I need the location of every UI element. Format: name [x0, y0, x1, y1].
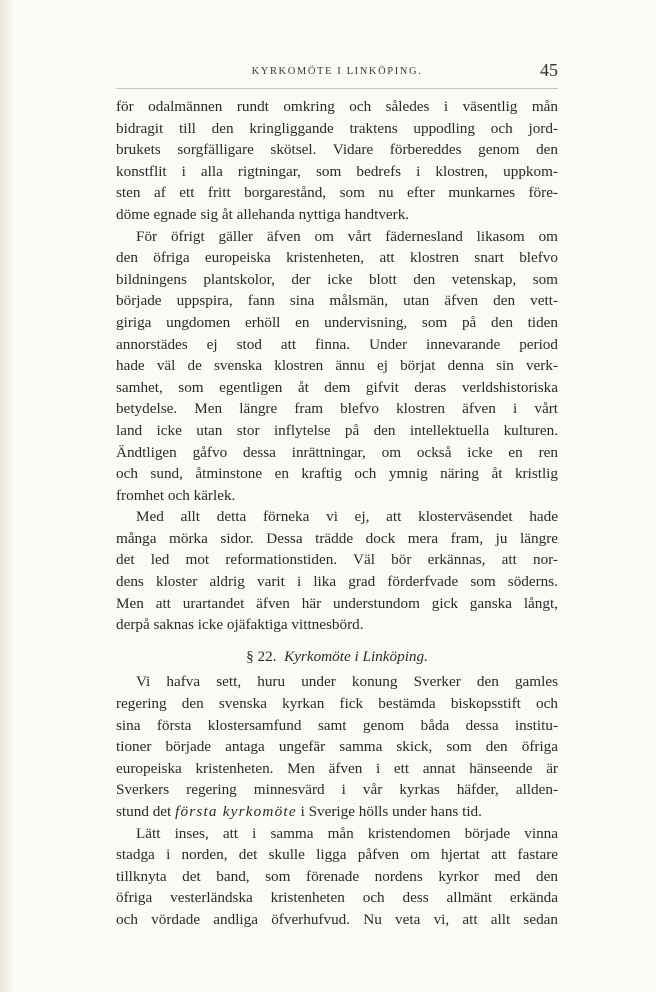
text-line: europeiska kristenheten. Men äfven i ett annat hänseende är	[116, 759, 558, 777]
text-line: Vi hafva sett, huru under konung Sverker den gamles	[136, 673, 558, 691]
text-line: sten af ett fritt borgarestånd, som nu efter munkarnes före-	[116, 184, 558, 202]
text-line: land icke utan stor inflytelse på den intellektuella kulturen.	[116, 421, 558, 439]
text-line: och sund, åtminstone en kraftig och ymnig näring åt kristlig	[116, 465, 558, 483]
text-line: stadga i norden, det skulle ligga påfven om hjertat att fastare	[116, 846, 558, 864]
section-number: § 22.	[246, 647, 277, 665]
body-text	[116, 96, 558, 931]
text-line: tioner började antaga ungefär samma skick, som den öfriga	[116, 738, 558, 756]
binding-edge	[0, 0, 14, 992]
text-line: bidragit till den kringliggande traktens uppodling och jord-	[116, 119, 558, 137]
text-fragment: stund det	[116, 803, 176, 820]
text-line: döme egnade sig åt allehanda nyttiga handtverk.	[116, 205, 410, 223]
text-line: För öfrigt gäller äfven om vårt fädernesland likasom om	[136, 227, 558, 245]
running-title: KYRKOMÖTE I LINKÖPING.	[251, 66, 423, 77]
section-title: Kyrkomöte i Linköping.	[284, 647, 428, 665]
text-line: Med allt detta förneka vi ej, att klosterväsendet hade	[136, 508, 558, 526]
text-line: bildningens plantskolor, der icke blott den vetenskap, som	[116, 270, 558, 288]
text-line: fromhet och kärlek.	[116, 486, 236, 504]
text-line: dens kloster aldrig varit i lika grad förderfvade som söderns.	[116, 573, 558, 591]
text-line: giriga ungdomen erhöll en undervisning, som på den tiden	[116, 313, 558, 331]
text-line: derpå saknas icke ojäfaktiga vittnesbörd.	[116, 616, 364, 634]
text-line: hade väl de svenska klostren ännu ej börjat denna sin verk-	[116, 357, 558, 375]
text-line: och vördade andliga öfverhufvud. Nu veta vi, att allt sedan	[116, 910, 558, 928]
text-line: tillknyta det band, som förenade nordens kyrkor med den	[116, 867, 558, 885]
text-line: öfriga vesterländska kristenheten och dess allmänt erkända	[116, 889, 558, 907]
text-fragment: i Sverige hölls under hans tid.	[296, 803, 482, 820]
text-line: Ändtligen gåfvo dessa inrättningar, om också icke en ren	[116, 443, 558, 461]
text-line: annorstädes ej stod att finna. Under innevarande period	[116, 335, 558, 353]
text-line: Sverkers regering minnesvärd i vår kyrkas häfder, allden-	[116, 781, 558, 799]
text-line: konstflit i alla rigtningar, som bedrefs i klostren, uppkom-	[116, 162, 558, 180]
text-line: Lätt inses, att i samma mån kristendomen började vinna	[136, 824, 558, 842]
text-line	[116, 801, 558, 823]
text-line: betydelse. Men längre fram blefvo klostren äfven i vårt	[116, 400, 558, 418]
text-line: sina första klostersamfund samt genom båda dessa institu-	[116, 716, 558, 734]
page-header	[116, 60, 558, 86]
text-line: Men att urartandet äfven här understundom gick ganska långt,	[116, 594, 558, 612]
text-line: den öfriga europeiska kristenheten, att klostren snart blefvo	[116, 249, 558, 267]
text-line: många mörka sidor. Dessa trädde dock mera fram, ju längre	[116, 529, 558, 547]
text-line: började uppspira, fann sina målsmän, utan äfven den vett-	[116, 292, 558, 310]
page-number: 45	[540, 60, 558, 80]
section-heading	[116, 646, 558, 668]
text-line: regering den svenska kyrkan fick bestämda biskopsstift och	[116, 695, 558, 713]
text-line: för odalmännen rundt omkring och således i väsentlig mån	[116, 98, 558, 115]
emphasized-text: första kyrkomöte	[175, 803, 297, 820]
text-line: det led mot reformationstiden. Väl bör erkännas, att nor-	[116, 551, 558, 569]
header-rule	[116, 88, 558, 89]
text-line: brukets sorgfälligare skötsel. Vidare förbereddes genom den	[116, 141, 558, 159]
text-line: samhet, som egentligen åt dem gifvit deras verldshistoriska	[116, 378, 558, 396]
